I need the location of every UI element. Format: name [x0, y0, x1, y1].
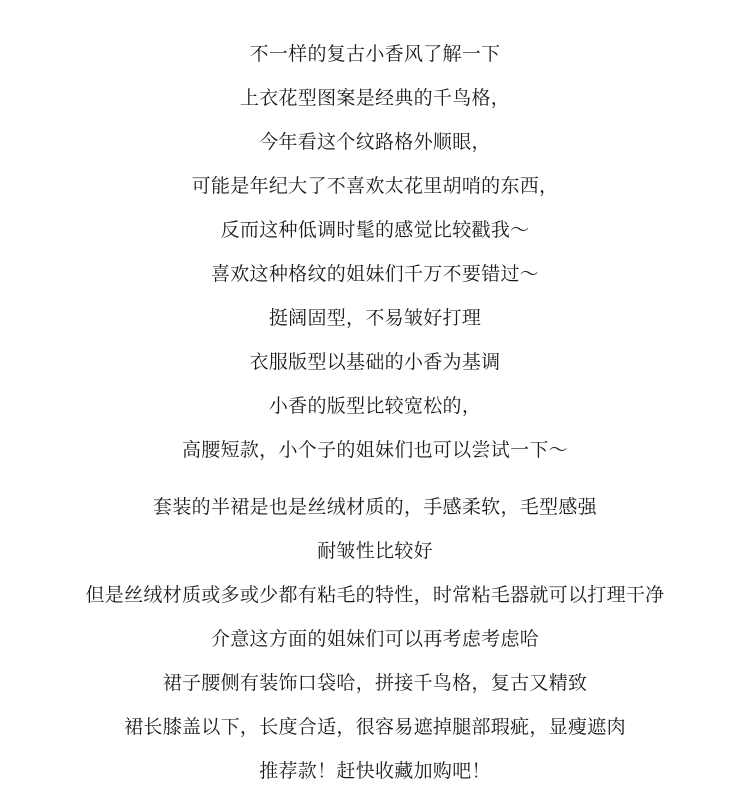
text-line: 挺阔固型，不易皱好打理	[268, 307, 482, 329]
text-line: 但是丝绒材质或多或少都有粘毛的特性，时常粘毛器就可以打理干净	[85, 584, 665, 606]
text-line: 裙长膝盖以下，长度合适，很容易遮掉腿部瑕疵，显瘦遮肉	[124, 716, 626, 738]
text-line: 推荐款！赶快收藏加购吧！	[259, 760, 491, 782]
text-line: 高腰短款，小个子的姐妹们也可以尝试一下～	[181, 439, 568, 461]
text-line: 套装的半裙是也是丝绒材质的，手感柔软，毛型感强	[153, 496, 597, 518]
text-line: 不一样的复古小香风了解一下	[249, 43, 501, 65]
text-line: 上衣花型图案是经典的千鸟格，	[239, 87, 511, 109]
text-line: 可能是年纪大了不喜欢太花里胡哨的东西，	[191, 175, 559, 197]
text-line: 小香的版型比较宽松的，	[268, 395, 482, 417]
text-line: 衣服版型以基础的小香为基调	[249, 351, 501, 373]
text-line: 喜欢这种格纹的姐妹们千万不要错过～	[210, 263, 540, 285]
text-line: 介意这方面的姐妹们可以再考虑考虑哈	[210, 628, 540, 650]
text-line: 今年看这个纹路格外顺眼，	[259, 131, 491, 153]
text-line: 裙子腰侧有装饰口袋哈，拼接千鸟格，复古又精致	[162, 672, 588, 694]
text-line: 耐皱性比较好	[317, 540, 433, 562]
text-line: 反而这种低调时髦的感觉比较戳我～	[220, 219, 530, 241]
